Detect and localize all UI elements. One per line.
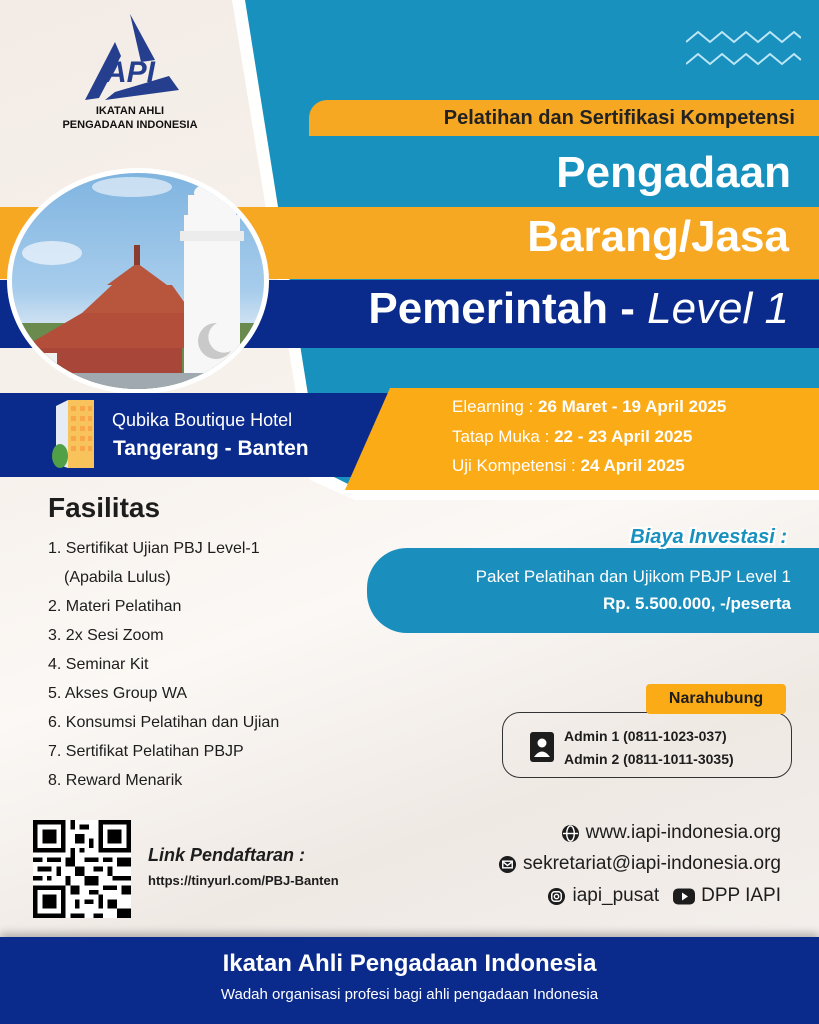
schedule-value: 26 Maret - 19 April 2025 <box>538 397 727 416</box>
schedule-value: 24 April 2025 <box>580 456 685 475</box>
pricing-box <box>367 548 819 633</box>
iapi-logo <box>60 12 200 142</box>
pricing-package: Paket Pelatihan dan Ujikom PBJP Level 1 <box>475 567 791 586</box>
list-item: 7. Sertifikat Pelatihan PBJP <box>48 743 244 760</box>
pricing-price: Rp. 5.500.000, -/peserta <box>602 594 791 613</box>
list-item: (Apabila Lulus) <box>64 569 171 586</box>
website-text: www.iapi-indonesia.org <box>585 822 781 843</box>
subtitle-pill: Pelatihan dan Sertifikasi Kompetensi <box>309 100 819 136</box>
youtube-channel[interactable]: DPP IAPI <box>701 885 781 906</box>
youtube-icon <box>673 887 695 906</box>
instagram-icon <box>547 887 566 906</box>
list-item: 6. Konsumsi Pelatihan dan Ujian <box>48 714 280 731</box>
list-item: 2. Materi Pelatihan <box>48 598 182 615</box>
website-contact[interactable] <box>561 822 781 844</box>
footer-tagline: Wadah organisasi profesi bagi ahli pengadaan Indonesia <box>220 986 599 1003</box>
pricing-label: Biaya Investasi : <box>630 526 787 548</box>
building-icon <box>50 400 98 468</box>
facilities-list <box>48 538 279 799</box>
contact-book-icon <box>530 732 554 762</box>
list-item: 1. Sertifikat Ujian PBJ Level-1 <box>48 540 260 557</box>
facilities-title: Fasilitas <box>48 492 161 523</box>
iapi-logo-mark-icon <box>75 12 185 104</box>
schedule-tatap-muka <box>452 427 692 447</box>
instagram-handle[interactable]: iapi_pusat <box>572 885 660 906</box>
list-item: 8. Reward Menarik <box>48 772 183 789</box>
schedule-uji-kompetensi <box>452 456 685 476</box>
title-line1: Pengadaan <box>556 148 791 197</box>
svg-text:API: API <box>104 56 156 89</box>
social-contacts <box>547 885 781 907</box>
list-item: 5. Akses Group WA <box>48 685 188 702</box>
logo-text-line1: IKATAN AHLI <box>95 105 165 117</box>
registration-label: Link Pendaftaran : <box>148 845 306 865</box>
mosque-photo <box>7 168 269 394</box>
title-line3 <box>368 284 789 334</box>
globe-icon <box>561 824 580 843</box>
schedule-elearning <box>452 397 726 417</box>
schedule-label: Tatap Muka : <box>452 427 555 446</box>
mail-icon <box>498 855 517 874</box>
list-item: 3. 2x Sesi Zoom <box>48 627 164 644</box>
title-line2: Barang/Jasa <box>527 212 789 261</box>
mosque-illustration-icon <box>12 173 264 389</box>
admin-2-contact[interactable]: Admin 2 (0811-1011-3035) <box>564 751 734 767</box>
schedule-label: Elearning : <box>452 397 538 416</box>
title-line3-main: Pemerintah - <box>368 284 648 333</box>
schedule-value: 22 - 23 April 2025 <box>554 427 693 446</box>
registration-link[interactable]: https://tinyurl.com/PBJ-Banten <box>148 873 339 888</box>
logo-text-line2: PENGADAAN INDONESIA <box>62 119 198 131</box>
contact-person-badge: Narahubung <box>646 684 786 714</box>
admin-1-contact[interactable]: Admin 1 (0811-1023-037) <box>564 728 727 744</box>
email-contact[interactable] <box>498 853 781 875</box>
footer <box>0 937 819 1024</box>
footer-title: Ikatan Ahli Pengadaan Indonesia <box>222 950 597 977</box>
list-item: 4. Seminar Kit <box>48 656 149 673</box>
venue-city: Tangerang - Banten <box>113 437 309 460</box>
qr-code-icon[interactable] <box>33 820 131 918</box>
venue-name: Qubika Boutique Hotel <box>112 410 293 430</box>
title-line3-level: Level 1 <box>647 284 789 333</box>
email-text: sekretariat@iapi-indonesia.org <box>523 853 781 874</box>
schedule-label: Uji Kompetensi : <box>452 456 581 475</box>
zigzag-decoration-icon <box>686 30 801 68</box>
